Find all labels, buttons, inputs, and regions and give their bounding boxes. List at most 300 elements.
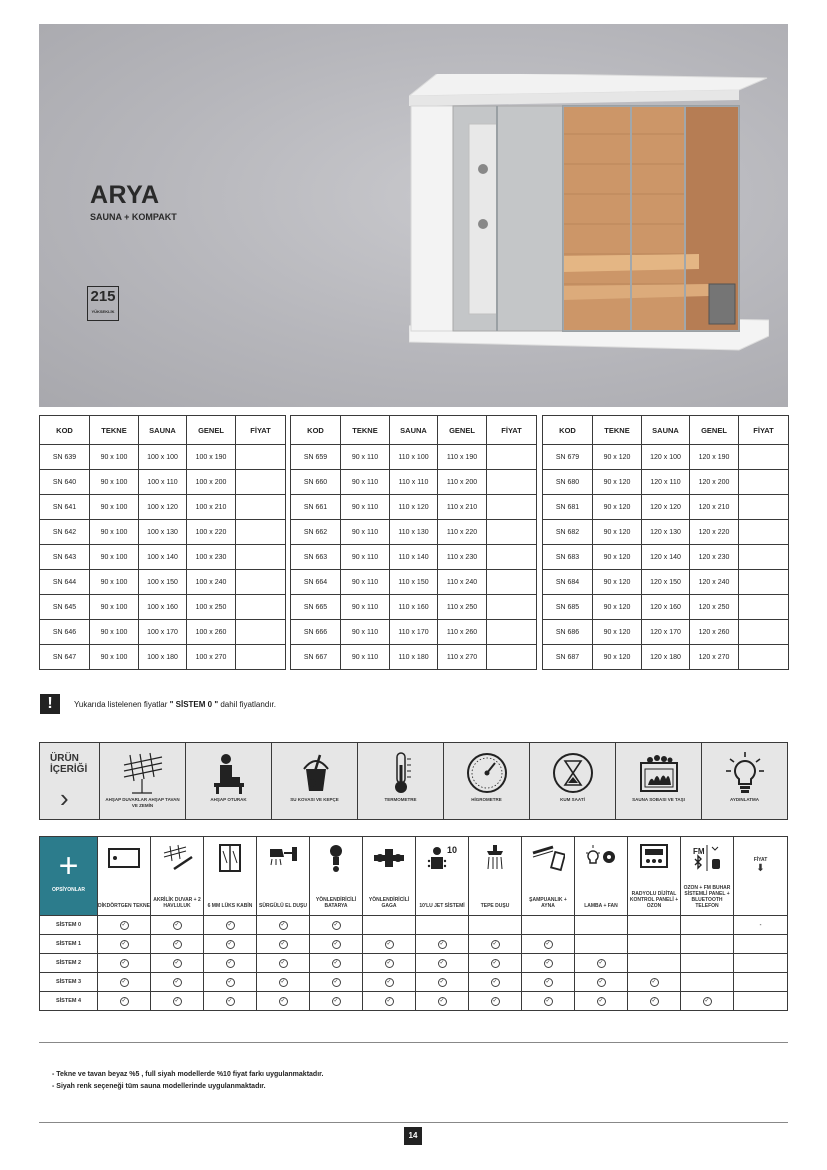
content-item xyxy=(358,743,444,819)
table-row xyxy=(40,645,286,670)
option-cell xyxy=(469,935,522,954)
check-circle-icon: ✓ xyxy=(280,978,286,985)
option-column xyxy=(98,837,151,916)
jet-count-label: 10 xyxy=(447,845,458,855)
check-circle-icon: ✓ xyxy=(492,978,498,985)
option-label: DİKDÖRTGEN TEKNE xyxy=(98,903,150,909)
system-name: SİSTEM 0 xyxy=(40,916,98,935)
product-code: SN 641 xyxy=(40,495,90,520)
table-cell xyxy=(487,595,537,620)
check-circle-icon: ✓ xyxy=(386,997,392,1004)
table-cell: 90 x 120 xyxy=(593,445,642,470)
table-cell: 100 x 270 xyxy=(187,645,236,670)
table-cell: 120 x 270 xyxy=(690,645,739,670)
table-row xyxy=(40,520,286,545)
option-cell xyxy=(310,916,363,935)
arrow-down-icon: ⬇ xyxy=(756,863,765,874)
column-header: GENEL xyxy=(438,416,487,445)
product-code: SN 661 xyxy=(291,495,341,520)
check-circle-icon: ✓ xyxy=(174,978,180,985)
option-cell xyxy=(310,973,363,992)
column-header: TEKNE xyxy=(90,416,139,445)
rain-shower-icon xyxy=(478,843,512,873)
hygrometer-icon xyxy=(464,751,510,795)
table-cell xyxy=(487,570,537,595)
check-circle-icon: ✓ xyxy=(333,940,339,947)
option-cell xyxy=(257,992,310,1011)
mixer-tap-icon xyxy=(319,843,353,873)
option-cell xyxy=(522,954,575,973)
product-code: SN 663 xyxy=(291,545,341,570)
column-header: FİYAT xyxy=(236,416,286,445)
product-code: SN 685 xyxy=(543,595,593,620)
check-circle-icon: ✓ xyxy=(598,959,604,966)
table-row xyxy=(40,595,286,620)
option-cell xyxy=(628,954,681,973)
content-item-text: KUM SAATİ xyxy=(560,797,585,802)
table-cell: 110 x 190 xyxy=(438,445,487,470)
table-cell: 100 x 130 xyxy=(139,520,187,545)
option-cell xyxy=(469,992,522,1011)
divider xyxy=(39,1042,788,1043)
check-circle-icon: ✓ xyxy=(651,978,657,985)
table-cell: 100 x 140 xyxy=(139,545,187,570)
table-row xyxy=(543,595,789,620)
page-number: 14 xyxy=(404,1127,422,1145)
product-content-row xyxy=(39,742,788,820)
product-code: SN 666 xyxy=(291,620,341,645)
product-code: SN 642 xyxy=(40,520,90,545)
table-cell: 120 x 190 xyxy=(690,445,739,470)
option-cell xyxy=(575,992,628,1011)
table-cell xyxy=(739,470,789,495)
sauna-stove-icon xyxy=(636,751,682,795)
content-item xyxy=(272,743,358,819)
content-item xyxy=(444,743,530,819)
table-row xyxy=(291,470,537,495)
table-cell: 100 x 190 xyxy=(187,445,236,470)
table-cell: 110 x 130 xyxy=(390,520,438,545)
table-row xyxy=(291,545,537,570)
table-cell: 90 x 120 xyxy=(593,620,642,645)
option-cell xyxy=(98,954,151,973)
table-cell xyxy=(487,645,537,670)
column-header: KOD xyxy=(543,416,593,445)
option-cell xyxy=(363,916,416,935)
table-cell: 110 x 180 xyxy=(390,645,438,670)
check-circle-icon: ✓ xyxy=(439,978,445,985)
check-circle-icon: ✓ xyxy=(333,959,339,966)
table-cell: 110 x 200 xyxy=(438,470,487,495)
options-label: OPSİYONLAR xyxy=(51,887,86,893)
shampoo-mirror-icon xyxy=(531,843,565,873)
option-cell xyxy=(363,935,416,954)
table-cell: 120 x 150 xyxy=(642,570,690,595)
table-row xyxy=(291,520,537,545)
acrylic-wall-handrail-icon xyxy=(160,843,194,873)
table-cell: 100 x 220 xyxy=(187,520,236,545)
column-header: TEKNE xyxy=(593,416,642,445)
table-cell: 110 x 230 xyxy=(438,545,487,570)
option-cell xyxy=(681,954,734,973)
table-cell: 90 x 110 xyxy=(341,520,390,545)
table-cell: 120 x 230 xyxy=(690,545,739,570)
table-cell: 100 x 100 xyxy=(139,445,187,470)
table-row xyxy=(291,445,537,470)
table-row xyxy=(40,545,286,570)
check-circle-icon: ✓ xyxy=(439,997,445,1004)
product-code: SN 664 xyxy=(291,570,341,595)
notice-text-post: dahil fiyatlandır. xyxy=(220,699,276,709)
table-cell: 100 x 120 xyxy=(139,495,187,520)
table-cell: 100 x 230 xyxy=(187,545,236,570)
fm-bluetooth-icon xyxy=(690,843,724,873)
table-cell xyxy=(739,520,789,545)
table-cell: 100 x 160 xyxy=(139,595,187,620)
table-row xyxy=(543,620,789,645)
rectangular-tray-icon xyxy=(107,843,141,873)
table-cell xyxy=(739,445,789,470)
table-cell: 90 x 100 xyxy=(90,570,139,595)
option-cell xyxy=(681,973,734,992)
table-cell xyxy=(487,620,537,645)
check-circle-icon: ✓ xyxy=(121,921,127,928)
content-item xyxy=(530,743,616,819)
price-table-90x120 xyxy=(542,415,789,670)
option-label: RADYOLU DİJİTAL KONTROL PANELİ + OZON xyxy=(629,891,679,909)
table-cell: 100 x 150 xyxy=(139,570,187,595)
check-circle-icon: ✓ xyxy=(386,940,392,947)
check-circle-icon: ✓ xyxy=(598,978,604,985)
option-cell xyxy=(416,992,469,1011)
check-circle-icon: ✓ xyxy=(174,921,180,928)
table-row xyxy=(291,570,537,595)
option-column xyxy=(575,837,628,916)
check-circle-icon: ✓ xyxy=(492,940,498,947)
table-cell: 90 x 110 xyxy=(341,495,390,520)
table-cell: 90 x 100 xyxy=(90,595,139,620)
option-cell xyxy=(310,954,363,973)
table-row xyxy=(40,495,286,520)
table-cell: 100 x 210 xyxy=(187,495,236,520)
table-row xyxy=(291,495,537,520)
column-header: SAUNA xyxy=(390,416,438,445)
table-cell: 90 x 110 xyxy=(341,470,390,495)
table-row xyxy=(543,445,789,470)
option-cell xyxy=(416,954,469,973)
hourglass-icon xyxy=(550,751,596,795)
check-circle-icon: ✓ xyxy=(227,921,233,928)
table-cell: 100 x 170 xyxy=(139,620,187,645)
notice-text-bold: " SİSTEM 0 " xyxy=(169,699,219,709)
footnotes xyxy=(52,1069,323,1093)
table-cell: 90 x 120 xyxy=(593,470,642,495)
radio-panel-icon xyxy=(637,843,671,873)
price-notice xyxy=(40,694,276,714)
option-column xyxy=(522,837,575,916)
height-value: 215 xyxy=(90,288,116,305)
option-label: ŞAMPUANLIK + AYNA xyxy=(529,897,567,909)
table-row xyxy=(40,570,286,595)
option-label: YÖNLENDİRİCİLİ BATARYA xyxy=(315,897,357,909)
option-cell xyxy=(522,916,575,935)
lux-cabin-icon xyxy=(213,843,247,873)
table-cell: 100 x 110 xyxy=(139,470,187,495)
option-column xyxy=(204,837,257,916)
table-cell: 90 x 120 xyxy=(593,570,642,595)
table-cell xyxy=(236,470,286,495)
option-column xyxy=(310,837,363,916)
table-cell xyxy=(487,470,537,495)
product-code: SN 647 xyxy=(40,645,90,670)
table-cell xyxy=(236,445,286,470)
system-price: - xyxy=(734,916,788,935)
content-item xyxy=(616,743,702,819)
check-circle-icon: ✓ xyxy=(545,940,551,947)
table-row xyxy=(543,545,789,570)
option-column xyxy=(257,837,310,916)
check-circle-icon: ✓ xyxy=(439,940,445,947)
option-label: SÜRGÜLÜ EL DUŞU xyxy=(259,903,307,909)
table-cell: 120 x 130 xyxy=(642,520,690,545)
sliding-hand-shower-icon xyxy=(266,843,300,873)
product-code: SN 640 xyxy=(40,470,90,495)
table-cell: 120 x 200 xyxy=(690,470,739,495)
check-circle-icon: ✓ xyxy=(280,921,286,928)
option-cell xyxy=(204,954,257,973)
content-item xyxy=(186,743,272,819)
table-cell: 90 x 100 xyxy=(90,620,139,645)
option-column xyxy=(469,837,522,916)
price-column-header xyxy=(734,837,788,916)
chevron-right-icon: › xyxy=(60,783,69,813)
footnote: - Siyah renk seçeneği tüm sauna modellerinde uygulanmaktadır. xyxy=(52,1083,266,1090)
table-cell: 120 x 220 xyxy=(690,520,739,545)
option-cell xyxy=(257,954,310,973)
price-table-header xyxy=(291,416,537,445)
product-code: SN 682 xyxy=(543,520,593,545)
check-circle-icon: ✓ xyxy=(174,940,180,947)
bucket-ladle-icon xyxy=(292,751,338,795)
option-cell xyxy=(257,973,310,992)
table-row xyxy=(291,595,537,620)
table-cell xyxy=(236,570,286,595)
check-circle-icon: ✓ xyxy=(492,997,498,1004)
jet-system-icon xyxy=(425,843,459,873)
content-item-text: SU KOVASI VE KEPÇE xyxy=(290,797,339,802)
table-cell: 110 x 210 xyxy=(438,495,487,520)
check-circle-icon: ✓ xyxy=(227,978,233,985)
check-circle-icon: ✓ xyxy=(439,959,445,966)
table-row xyxy=(40,620,286,645)
table-cell xyxy=(487,520,537,545)
table-row xyxy=(543,645,789,670)
table-cell xyxy=(739,495,789,520)
table-cell: 120 x 260 xyxy=(690,620,739,645)
option-cell xyxy=(257,916,310,935)
option-cell xyxy=(98,916,151,935)
product-code: SN 660 xyxy=(291,470,341,495)
table-cell: 90 x 100 xyxy=(90,645,139,670)
check-circle-icon: ✓ xyxy=(174,997,180,1004)
check-circle-icon: ✓ xyxy=(333,921,339,928)
product-code: SN 639 xyxy=(40,445,90,470)
option-label: 6 MM LÜKS KABİN xyxy=(207,903,253,909)
content-item-text: AYDINLATMA xyxy=(730,797,759,802)
diverter-tap-icon xyxy=(372,843,406,873)
product-code: SN 644 xyxy=(40,570,90,595)
table-cell: 120 x 160 xyxy=(642,595,690,620)
lamp-fan-icon xyxy=(584,843,618,873)
table-cell: 120 x 250 xyxy=(690,595,739,620)
product-code: SN 683 xyxy=(543,545,593,570)
table-cell: 100 x 250 xyxy=(187,595,236,620)
option-column xyxy=(151,837,204,916)
content-label-line2: İÇERİĞİ xyxy=(50,764,88,775)
table-cell: 110 x 120 xyxy=(390,495,438,520)
system-row xyxy=(40,954,788,973)
column-header: GENEL xyxy=(690,416,739,445)
check-circle-icon: ✓ xyxy=(121,940,127,947)
table-cell xyxy=(236,645,286,670)
system-price xyxy=(734,973,788,992)
options-label-cell xyxy=(40,837,98,916)
table-cell: 120 x 100 xyxy=(642,445,690,470)
system-price xyxy=(734,954,788,973)
option-cell xyxy=(310,992,363,1011)
table-row xyxy=(40,445,286,470)
table-cell xyxy=(236,520,286,545)
notice-text-pre: Yukarıda listelenen fiyatlar xyxy=(74,699,168,709)
option-label: YÖNLENDİRİCİLİ GAGA xyxy=(368,897,410,909)
option-cell xyxy=(363,992,416,1011)
product-code: SN 643 xyxy=(40,545,90,570)
plus-icon: + xyxy=(58,847,79,885)
option-label: LAMBA + FAN xyxy=(584,903,618,909)
table-row xyxy=(543,470,789,495)
check-circle-icon: ✓ xyxy=(280,940,286,947)
option-label: TEPE DUŞU xyxy=(480,903,510,909)
divider xyxy=(39,1122,788,1123)
table-cell xyxy=(487,545,537,570)
product-code: SN 681 xyxy=(543,495,593,520)
height-badge xyxy=(87,286,119,321)
table-cell: 110 x 240 xyxy=(438,570,487,595)
check-circle-icon: ✓ xyxy=(386,978,392,985)
table-cell xyxy=(739,620,789,645)
table-cell: 110 x 270 xyxy=(438,645,487,670)
option-cell xyxy=(204,935,257,954)
option-cell xyxy=(469,973,522,992)
option-cell xyxy=(575,954,628,973)
table-cell: 110 x 260 xyxy=(438,620,487,645)
price-label: FİYAT xyxy=(753,857,768,863)
product-code: SN 680 xyxy=(543,470,593,495)
table-cell: 90 x 110 xyxy=(341,620,390,645)
system-price xyxy=(734,935,788,954)
table-cell: 100 x 180 xyxy=(139,645,187,670)
system-name: SİSTEM 1 xyxy=(40,935,98,954)
check-circle-icon: ✓ xyxy=(333,997,339,1004)
option-cell xyxy=(469,916,522,935)
product-title: ARYA xyxy=(90,181,160,209)
column-header: TEKNE xyxy=(341,416,390,445)
table-cell xyxy=(236,545,286,570)
option-cell xyxy=(628,973,681,992)
column-header: FİYAT xyxy=(487,416,537,445)
product-code: SN 646 xyxy=(40,620,90,645)
check-circle-icon: ✓ xyxy=(227,940,233,947)
option-cell xyxy=(575,916,628,935)
table-cell: 120 x 170 xyxy=(642,620,690,645)
option-cell xyxy=(98,992,151,1011)
product-code: SN 684 xyxy=(543,570,593,595)
column-header: SAUNA xyxy=(139,416,187,445)
product-code: SN 665 xyxy=(291,595,341,620)
price-table-90x110 xyxy=(290,415,537,670)
table-cell: 90 x 110 xyxy=(341,595,390,620)
table-cell: 110 x 110 xyxy=(390,470,438,495)
content-item xyxy=(702,743,787,819)
warning-icon: ! xyxy=(40,694,60,714)
table-cell xyxy=(487,445,537,470)
option-cell xyxy=(204,916,257,935)
content-item-text: AHŞAP OTURAK xyxy=(210,797,247,802)
table-cell: 110 x 250 xyxy=(438,595,487,620)
option-cell xyxy=(98,935,151,954)
content-item-text: SAUNA SOBASI VE TAŞI xyxy=(632,797,685,802)
option-column xyxy=(416,837,469,916)
table-cell: 100 x 200 xyxy=(187,470,236,495)
table-cell: 90 x 100 xyxy=(90,495,139,520)
option-cell xyxy=(575,973,628,992)
table-cell: 120 x 140 xyxy=(642,545,690,570)
option-label: OZON + FM BUHAR SİSTEMLİ PANEL + BLUETOOTH TELEFON xyxy=(683,885,731,909)
height-label: YÜKSEKLİK xyxy=(91,309,115,314)
check-circle-icon: ✓ xyxy=(545,978,551,985)
table-cell xyxy=(739,570,789,595)
check-circle-icon: ✓ xyxy=(651,997,657,1004)
table-cell: 90 x 100 xyxy=(90,520,139,545)
option-cell xyxy=(151,973,204,992)
price-table-90x100 xyxy=(39,415,286,670)
option-cell xyxy=(204,973,257,992)
table-cell: 90 x 110 xyxy=(341,645,390,670)
table-cell: 90 x 110 xyxy=(341,445,390,470)
thermometer-icon xyxy=(378,751,424,795)
table-cell: 90 x 120 xyxy=(593,520,642,545)
option-cell xyxy=(416,935,469,954)
table-cell: 120 x 180 xyxy=(642,645,690,670)
content-item-text: TERMOMETRE xyxy=(384,797,417,802)
option-cell xyxy=(522,973,575,992)
table-cell: 90 x 120 xyxy=(593,495,642,520)
column-header: KOD xyxy=(40,416,90,445)
check-circle-icon: ✓ xyxy=(386,959,392,966)
table-cell xyxy=(236,495,286,520)
table-cell: 120 x 120 xyxy=(642,495,690,520)
table-cell: 120 x 110 xyxy=(642,470,690,495)
option-cell xyxy=(151,992,204,1011)
system-name: SİSTEM 2 xyxy=(40,954,98,973)
content-item-text: AHŞAP DUVARLAR AHŞAP TAVAN VE ZEMİN xyxy=(105,797,180,808)
check-circle-icon: ✓ xyxy=(227,997,233,1004)
option-cell xyxy=(310,935,363,954)
table-cell: 110 x 160 xyxy=(390,595,438,620)
check-circle-icon: ✓ xyxy=(333,978,339,985)
option-cell xyxy=(628,935,681,954)
table-cell: 90 x 100 xyxy=(90,445,139,470)
